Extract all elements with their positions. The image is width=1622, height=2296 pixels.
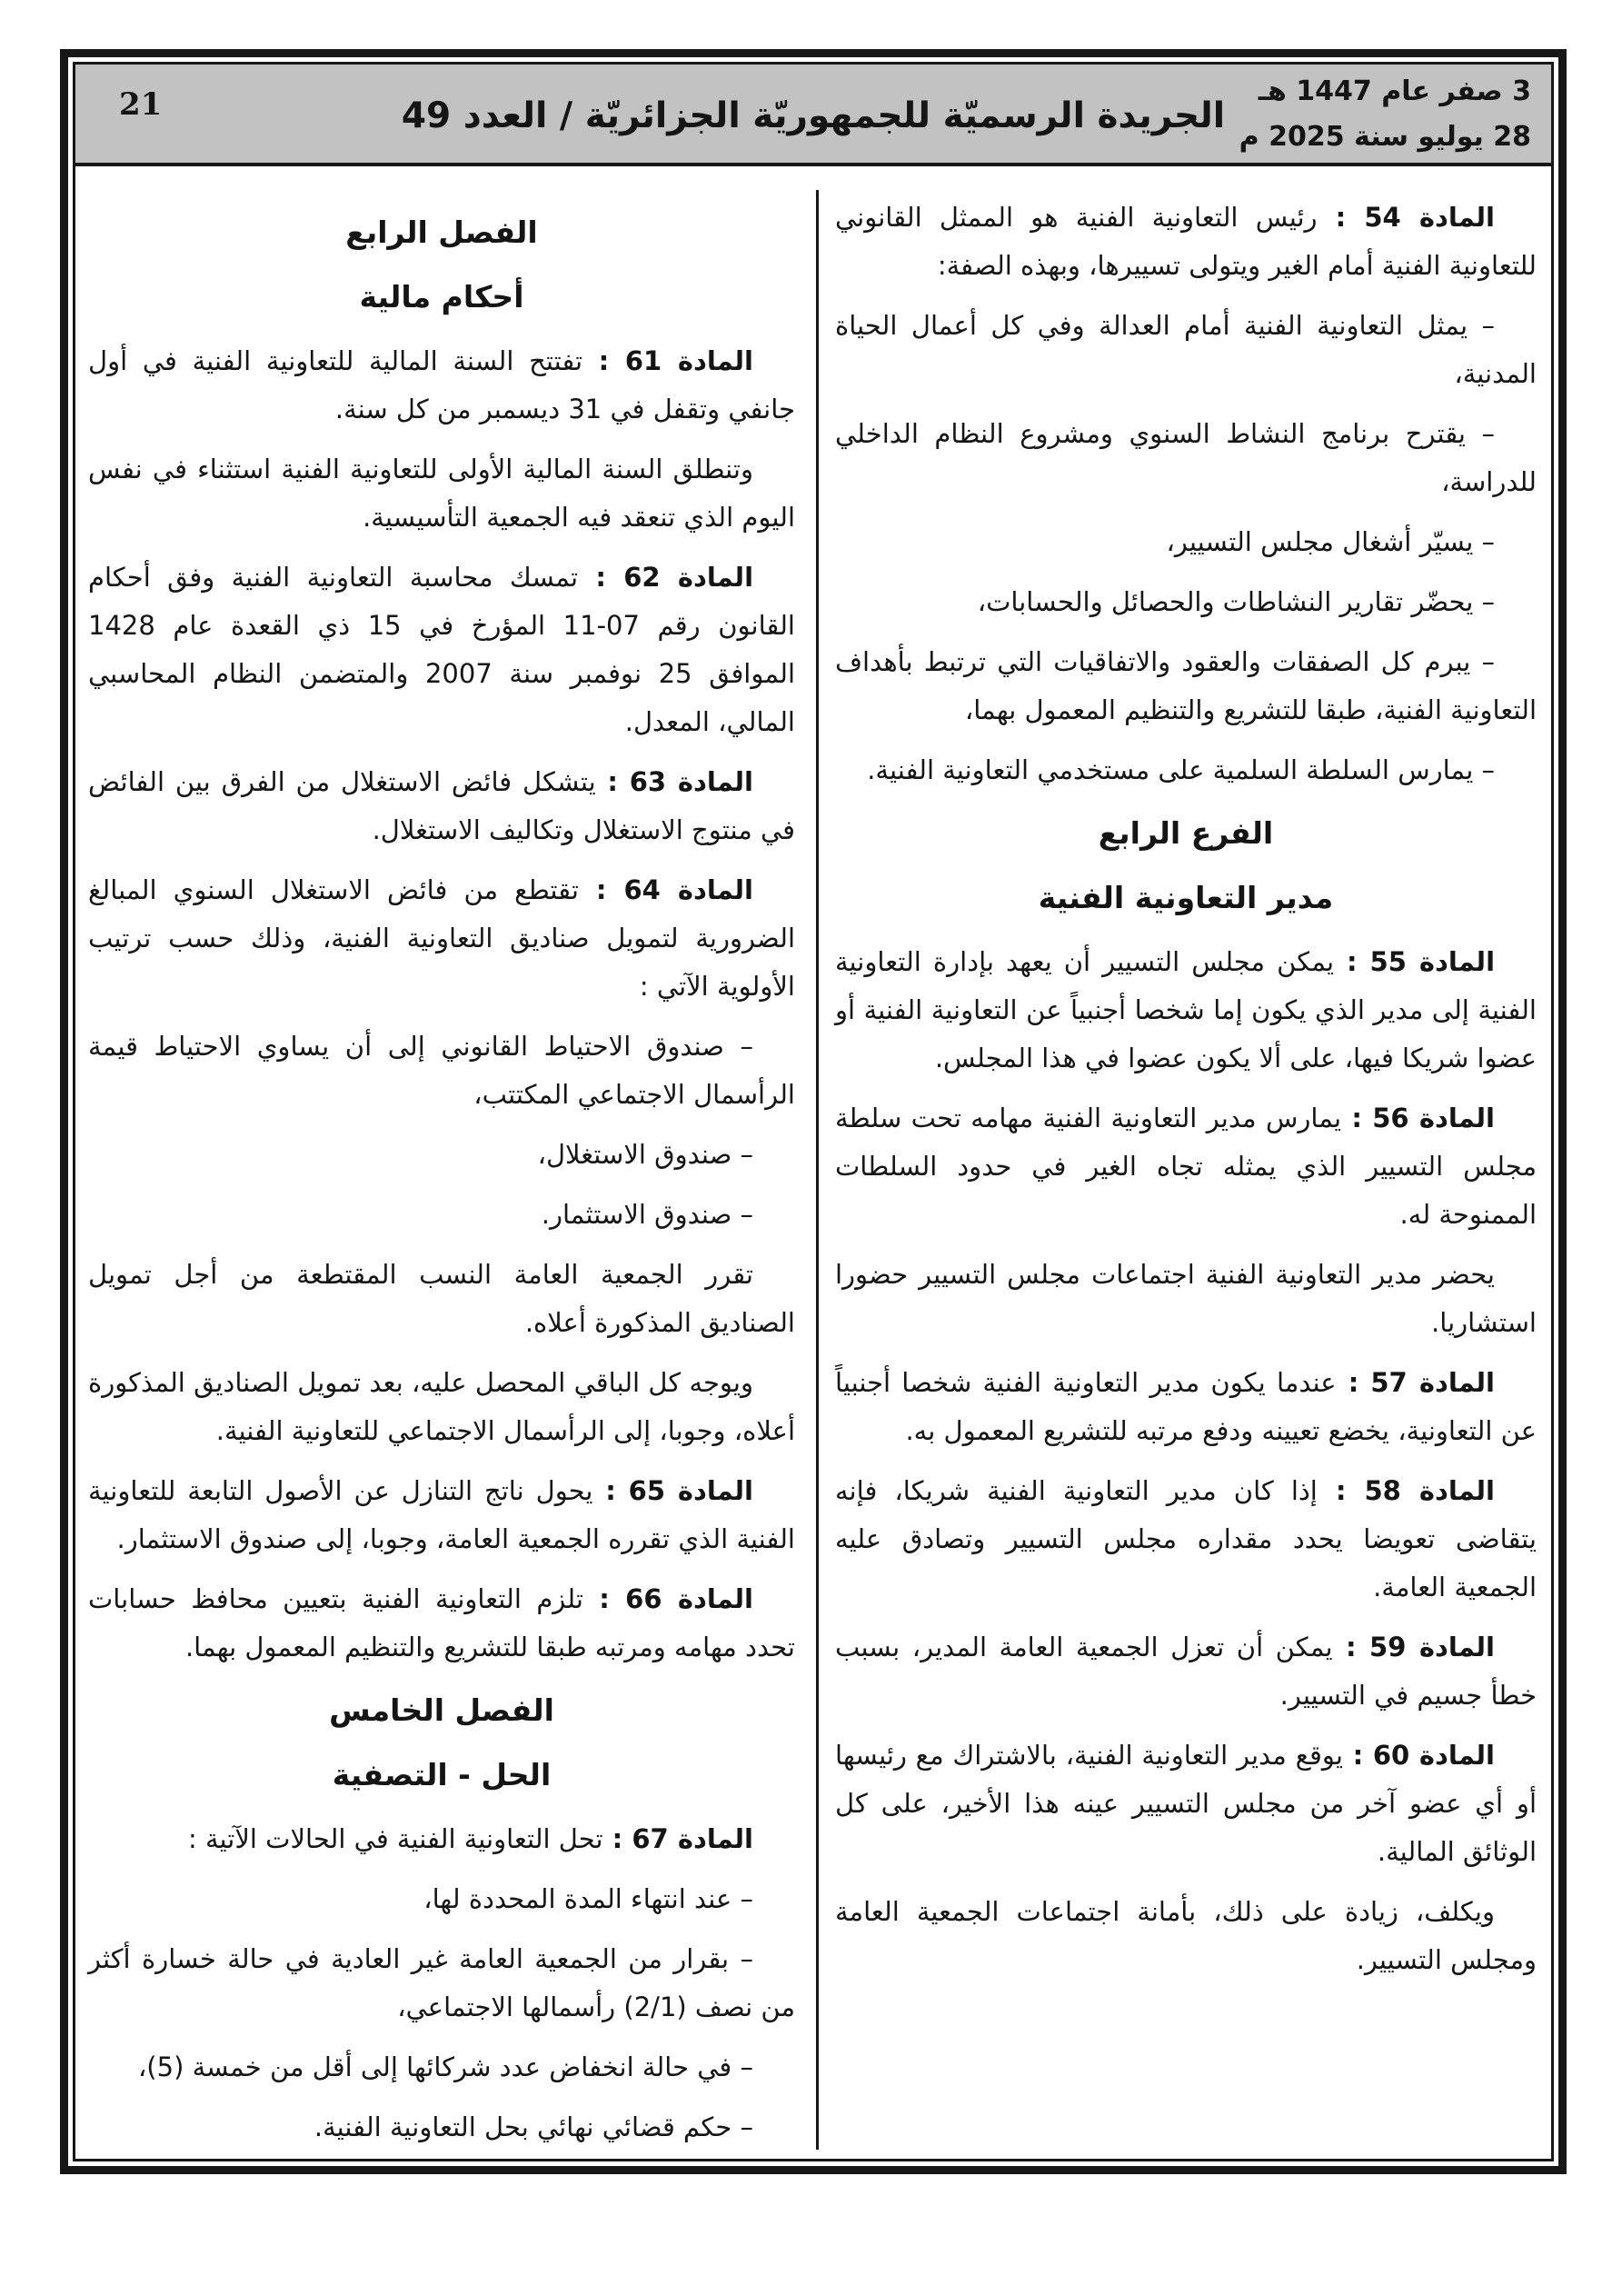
section-4-subheading: مدير التعاونية الفنية	[1038, 880, 1334, 915]
article-61: المادة 61 : تفتتح السنة المالية للتعاونية الفنية في أول جانفي وتقفل في 31 ديسمبر من كل سنة.	[88, 345, 795, 424]
article-54-item-6: – يمارس السلطة السلمية على مستخدمي التعاونية الفنية.	[867, 754, 1495, 785]
chapter-4-subheading: أحكام مالية	[359, 279, 524, 314]
article-59: المادة 59 : يمكن أن تعزل الجمعية العامة المدير، بسبب خطأ جسيم في التسيير.	[835, 1632, 1537, 1711]
page-number: 21	[119, 86, 163, 123]
journal-title: الجريدة الرسميّة للجمهوريّة الجزائريّة / العدد 49	[401, 95, 1226, 136]
article-61-paragraph-2: وتنطلق السنة المالية الأولى للتعاونية الفنية استثناء في نفس اليوم الذي تنعقد فيه الجمعية التأسيسية.	[88, 454, 795, 533]
article-54-item-2: – يقترح برنامج النشاط السنوي ومشروع النظام الداخلي للدراسة،	[835, 418, 1537, 497]
article-67: المادة 67 : تحل التعاونية الفنية في الحالات الآتية :	[187, 1823, 753, 1854]
article-62-label: المادة 62 :	[578, 562, 754, 593]
article-54-item-3: – يسيّر أشغال مجلس التسيير،	[1166, 526, 1495, 557]
article-63-label: المادة 63 :	[595, 766, 753, 797]
article-66: المادة 66 : تلزم التعاونية الفنية بتعيين محافظ حسابات تحدد مهامه ومرتبه طبقا للتشريع والتنظيم المعمول بهما.	[88, 1583, 795, 1662]
article-64-item-1: – صندوق الاحتياط القانوني إلى أن يساوي الاحتياط قيمة الرأسمال الاجتماعي المكتتب،	[88, 1031, 795, 1110]
article-64-item-3: – صندوق الاستثمار.	[541, 1199, 753, 1230]
issue-dates	[1239, 69, 1531, 160]
article-56: المادة 56 : يمارس مدير التعاونية الفنية مهامه تحت سلطة مجلس التسيير الذي يمثله تجاه الغير في حدود السلطات الممنوحة له.	[835, 1103, 1537, 1230]
article-54-label: المادة 54 :	[1317, 202, 1495, 233]
article-64-label: المادة 64 :	[578, 874, 753, 905]
article-58-label: المادة 58 :	[1317, 1475, 1495, 1506]
article-57-label: المادة 57 :	[1336, 1367, 1495, 1398]
article-64: المادة 64 : تقتطع من فائض الاستغلال السنوي المبالغ الضرورية لتمويل صناديق التعاونية الفنية، وذلك حسب ترتيب الأولوية الآتي :	[88, 874, 795, 1002]
column-left	[88, 194, 795, 2161]
column-right	[835, 194, 1537, 1996]
article-54-item-1: – يمثل التعاونية الفنية أمام العدالة وفي كل أعمال الحياة المدنية،	[835, 310, 1537, 389]
article-59-label: المادة 59 :	[1332, 1632, 1495, 1662]
article-64-paragraph-3: ويوجه كل الباقي المحصل عليه، بعد تمويل الصناديق المذكورة أعلاه، وجوبا، إلى الرأسمال الاجتماعي للتعاونية الفنية.	[88, 1367, 795, 1446]
masthead	[75, 65, 1551, 166]
article-66-label: المادة 66 :	[582, 1583, 754, 1614]
article-61-label: المادة 61 :	[582, 345, 753, 376]
article-64-paragraph-2: تقرر الجمعية العامة النسب المقتطعة من أجل تمويل الصناديق المذكورة أعلاه.	[88, 1259, 795, 1338]
chapter-5-subheading: الحل - التصفية	[332, 1757, 552, 1792]
article-60-label: المادة 60 :	[1342, 1740, 1495, 1771]
chapter-4-heading: الفصل الرابع	[345, 215, 538, 250]
article-67-label: المادة 67 :	[602, 1823, 753, 1854]
page-body	[75, 166, 1551, 2159]
article-65-label: المادة 65 :	[592, 1475, 753, 1506]
article-56-label: المادة 56 :	[1341, 1103, 1495, 1133]
article-62: المادة 62 : تمسك محاسبة التعاونية الفنية وفق أحكام القانون رقم 07-11 المؤرخ في 15 ذي القعدة عام 1428 الموافق 25 نوفمبر سنة 2007 والمتضمن النظام المحاسبي المالي، المعدل.	[88, 562, 796, 737]
page-frame	[60, 49, 1567, 2174]
article-65: المادة 65 : يحول ناتج التنازل عن الأصول التابعة للتعاونية الفنية الذي تقرره الجمعية العامة، وجوبا، إلى صندوق الاستثمار.	[88, 1475, 795, 1554]
article-67-item-2: – بقرار من الجمعية العامة غير العادية في حالة خسارة أكثر من نصف (2/1) رأسمالها الاجتماعي،	[88, 1943, 795, 2022]
article-57: المادة 57 : عندما يكون مدير التعاونية الفنية شخصا أجنبياً عن التعاونية، يخضع تعيينه ودفع مرتبه للتشريع المعمول به.	[835, 1367, 1537, 1446]
article-54-item-5: – يبرم كل الصفقات والعقود والاتفاقيات التي ترتبط بأهداف التعاونية الفنية، طبقا للتشريع والتنظيم المعمول بهما،	[835, 646, 1537, 725]
page-frame-inner	[73, 62, 1554, 2161]
article-54-item-4: – يحضّر تقارير النشاطات والحصائل والحسابات،	[977, 586, 1495, 617]
article-67-item-3: – في حالة انخفاض عدد شركائها إلى أقل من خمسة (5)،	[137, 2051, 753, 2082]
article-55: المادة 55 : يمكن مجلس التسيير أن يعهد بإدارة التعاونية الفنية إلى مدير الذي يكون إما شخصا أجنبياً عن التعاونية الفنية أو عضوا شريكا فيها، على ألا يكون عضوا في هذا المجلس.	[835, 946, 1537, 1073]
chapter-5-heading: الفصل الخامس	[329, 1692, 554, 1728]
article-58: المادة 58 : إذا كان مدير التعاونية الفنية شريكا، فإنه يتقاضى تعويضا يحدد مقداره مجلس التسيير وتصادق عليه الجمعية العامة.	[835, 1475, 1537, 1602]
article-63: المادة 63 : يتشكل فائض الاستغلال من الفرق بين الفائض في منتوج الاستغلال وتكاليف الاستغلال.	[88, 766, 795, 845]
article-67-item-4: – حكم قضائي نهائي بحل التعاونية الفنية.	[313, 2111, 753, 2142]
article-60-paragraph-2: ويكلف، زيادة على ذلك، بأمانة اجتماعات الجمعية العامة ومجلس التسيير.	[835, 1896, 1537, 1975]
article-60: المادة 60 : يوقع مدير التعاونية الفنية، بالاشتراك مع رئيسها أو أي عضو آخر من مجلس التسيير عينه هذا الأخير، على كل الوثائق المالية.	[835, 1740, 1537, 1867]
article-55-label: المادة 55 :	[1334, 946, 1496, 977]
article-54: المادة 54 : رئيس التعاونية الفنية هو الممثل القانوني للتعاونية الفنية أمام الغير ويتولى تسييرها، وبهذه الصفة:	[835, 202, 1537, 281]
article-56-paragraph-2: يحضر مدير التعاونية الفنية اجتماعات مجلس التسيير حضورا استشاريا.	[835, 1259, 1537, 1338]
article-67-item-1: – عند انتهاء المدة المحددة لها،	[423, 1883, 753, 1914]
section-4-heading: الفرع الرابع	[1098, 815, 1274, 851]
date-gregorian: 28 يوليو سنة 2025 م	[1239, 121, 1531, 153]
article-64-item-2: – صندوق الاستغلال،	[537, 1139, 753, 1170]
column-divider	[816, 190, 819, 2150]
date-hijri: 3 صفر عام 1447 هـ	[1258, 75, 1531, 107]
